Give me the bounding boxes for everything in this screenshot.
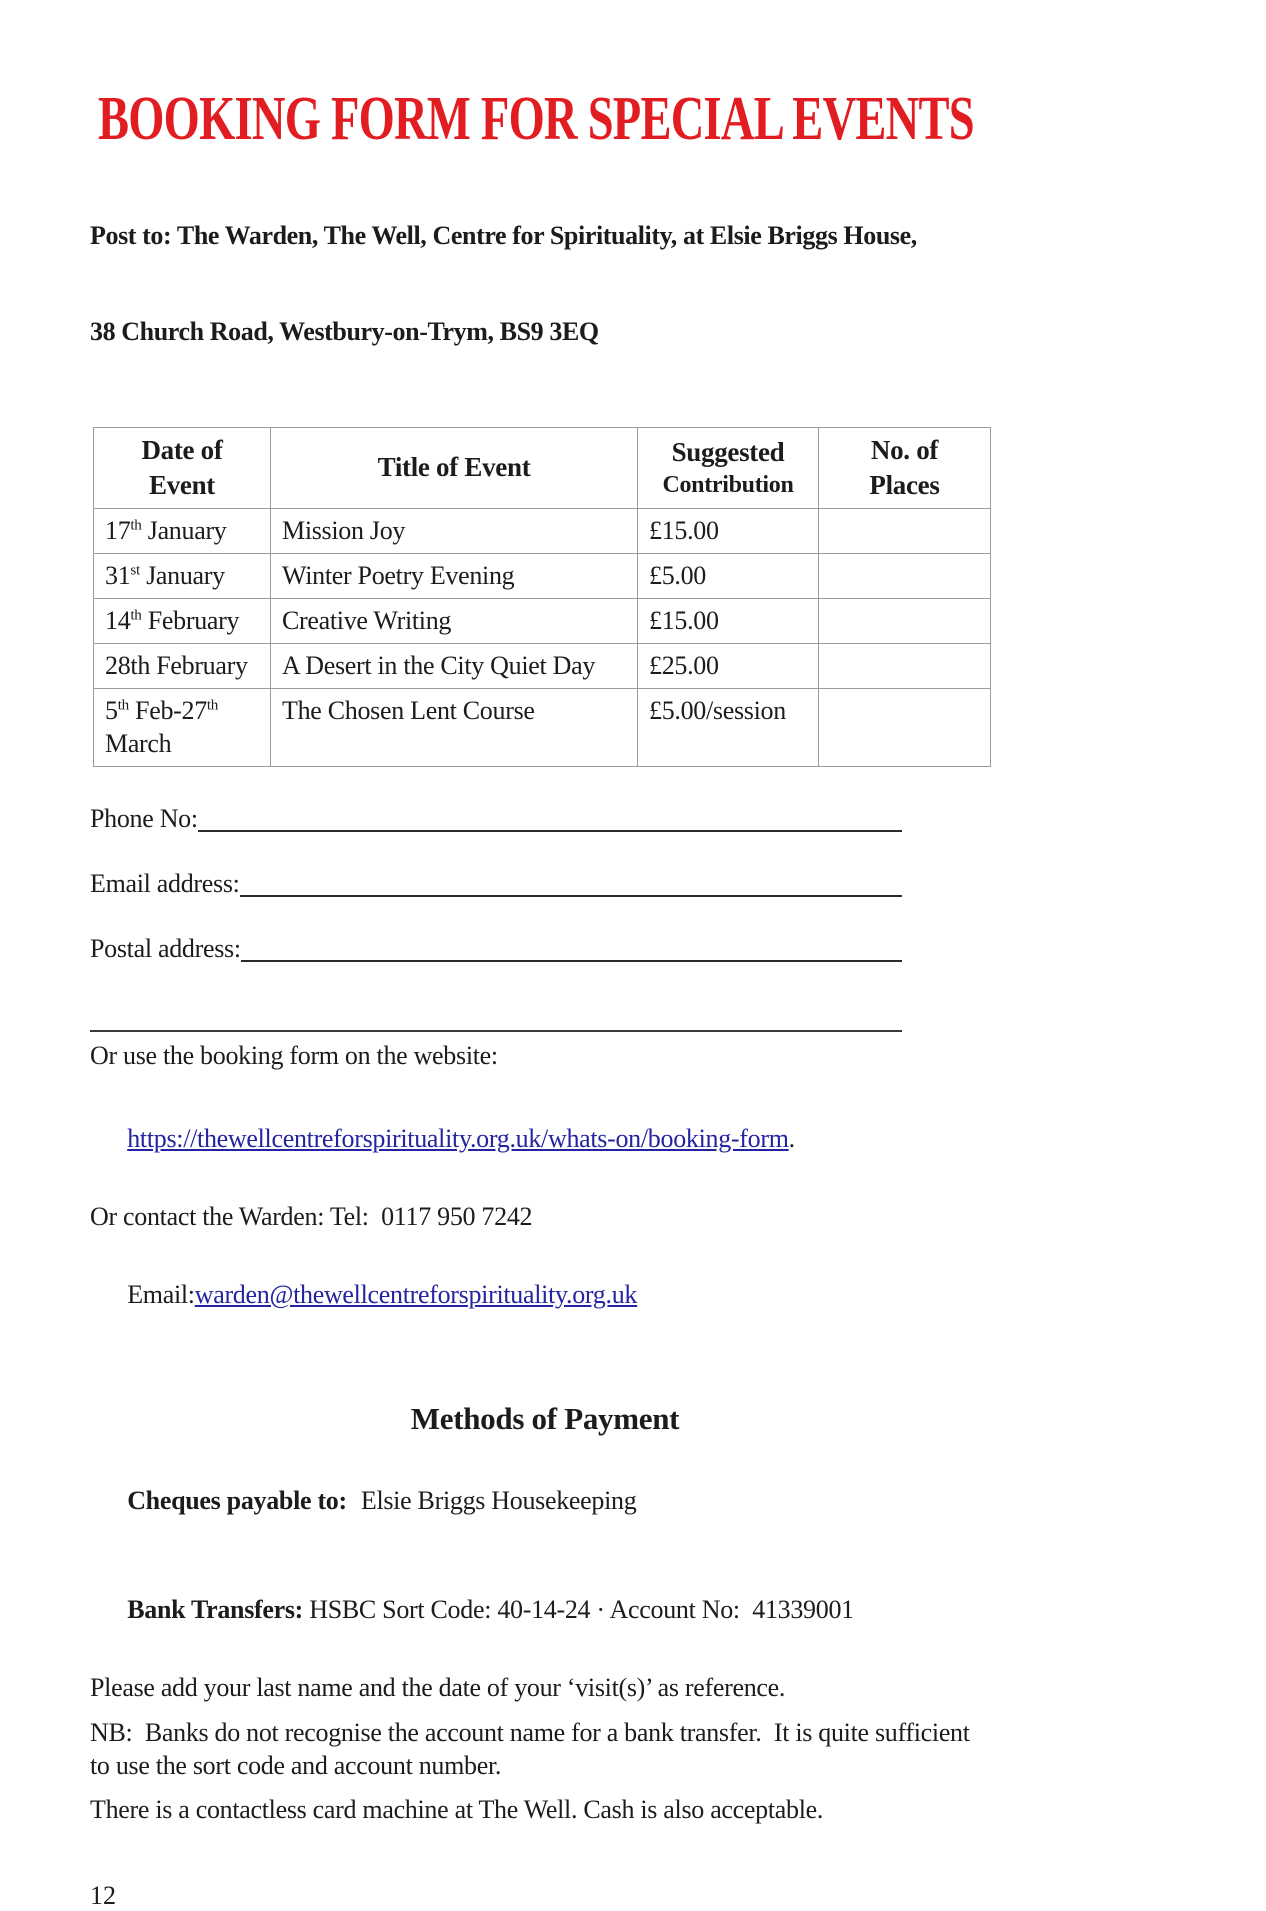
- cheques-line: [90, 1451, 1000, 1550]
- postal-continuation-blank-line: [90, 1030, 902, 1032]
- cell-places: [819, 598, 991, 643]
- cell-places: [819, 553, 991, 598]
- postal-field: [90, 931, 902, 964]
- post-to-line2: 38 Church Road, Westbury-on-Trym, BS9 3EQ: [90, 316, 599, 346]
- email-label: Email address:: [90, 869, 240, 899]
- bank-transfers-line: [90, 1560, 1000, 1659]
- email-field: [90, 866, 902, 899]
- cell-title: Winter Poetry Evening: [271, 553, 638, 598]
- events-table: [93, 427, 991, 767]
- cell-places: [819, 689, 991, 767]
- warden-email-line: [90, 1245, 1000, 1344]
- postal-blank-line: [241, 960, 902, 962]
- cell-date: 5th Feb-27th March: [94, 689, 271, 767]
- header-title-of-event: Title of Event: [271, 427, 638, 508]
- table-row: [94, 643, 991, 688]
- phone-label: Phone No:: [90, 804, 198, 834]
- warden-email-link[interactable]: warden@thewellcentreforspirituality.org.uk: [194, 1280, 638, 1310]
- cell-contribution: £5.00/session: [638, 689, 819, 767]
- reference-note: Please add your last name and the date of your ‘visit(s)’ as reference.: [90, 1673, 786, 1703]
- contact-details-form: [90, 801, 1000, 1032]
- nb-note: NB: Banks do not recognise the account name for a bank transfer. It is quite sufficient to use the sort code and account number.: [90, 1718, 976, 1781]
- table-row: [94, 508, 991, 553]
- bank-transfers-value: HSBC Sort Code: 40-14-24 · Account No: 41339001: [309, 1595, 854, 1625]
- cell-date: 28th February: [94, 643, 271, 688]
- cell-title: A Desert in the City Quiet Day: [271, 643, 638, 688]
- table-row: [94, 598, 991, 643]
- cell-date: 31st January: [94, 553, 271, 598]
- booking-form-link[interactable]: https://thewellcentreforspirituality.org.uk/whats-on/booking-form: [127, 1124, 789, 1154]
- page-number: 12: [90, 1881, 116, 1911]
- phone-field: [90, 801, 902, 834]
- cell-contribution: £5.00: [638, 553, 819, 598]
- cell-places: [819, 508, 991, 553]
- header-date-of-event: Date of Event: [94, 427, 271, 508]
- cell-title: Mission Joy: [271, 508, 638, 553]
- website-link-line: [90, 1089, 1000, 1188]
- post-to-address: [90, 156, 1000, 412]
- cell-title: Creative Writing: [271, 598, 638, 643]
- cell-date: 14th February: [94, 598, 271, 643]
- cell-contribution: £15.00: [638, 508, 819, 553]
- header-suggested-contribution: Suggested Contribution: [638, 427, 819, 508]
- post-to-line1: Post to: The Warden, The Well, Centre for Spirituality, at Elsie Briggs House,: [90, 220, 917, 250]
- cell-title: The Chosen Lent Course: [271, 689, 638, 767]
- cell-contribution: £25.00: [638, 643, 819, 688]
- email-blank-line: [240, 895, 902, 897]
- cell-date: 17th January: [94, 508, 271, 553]
- bank-transfers-label: Bank Transfers:: [127, 1595, 304, 1625]
- header-no-of-places: No. of Places: [819, 427, 991, 508]
- cell-places: [819, 643, 991, 688]
- warden-contact-line: Or contact the Warden: Tel: 0117 950 7242: [90, 1202, 533, 1232]
- website-intro: Or use the booking form on the website:: [90, 1041, 498, 1071]
- table-row: [94, 553, 991, 598]
- table-header-row: [94, 427, 991, 508]
- cheques-label: Cheques payable to:: [127, 1486, 347, 1516]
- cheques-value: Elsie Briggs Housekeeping: [360, 1486, 637, 1516]
- link-suffix: .: [788, 1124, 795, 1154]
- title-row: [90, 85, 1000, 153]
- postal-label: Postal address:: [90, 934, 241, 964]
- card-machine-note: There is a contactless card machine at The Well. Cash is also acceptable.: [90, 1795, 824, 1825]
- phone-blank-line: [198, 830, 902, 832]
- cell-contribution: £15.00: [638, 598, 819, 643]
- page-title: BOOKING FORM FOR SPECIAL EVENTS: [98, 85, 974, 153]
- table-row: [94, 689, 991, 767]
- events-table-body: [94, 508, 991, 766]
- warden-email-label: Email:: [127, 1280, 195, 1310]
- methods-of-payment-heading: Methods of Payment: [410, 1401, 680, 1437]
